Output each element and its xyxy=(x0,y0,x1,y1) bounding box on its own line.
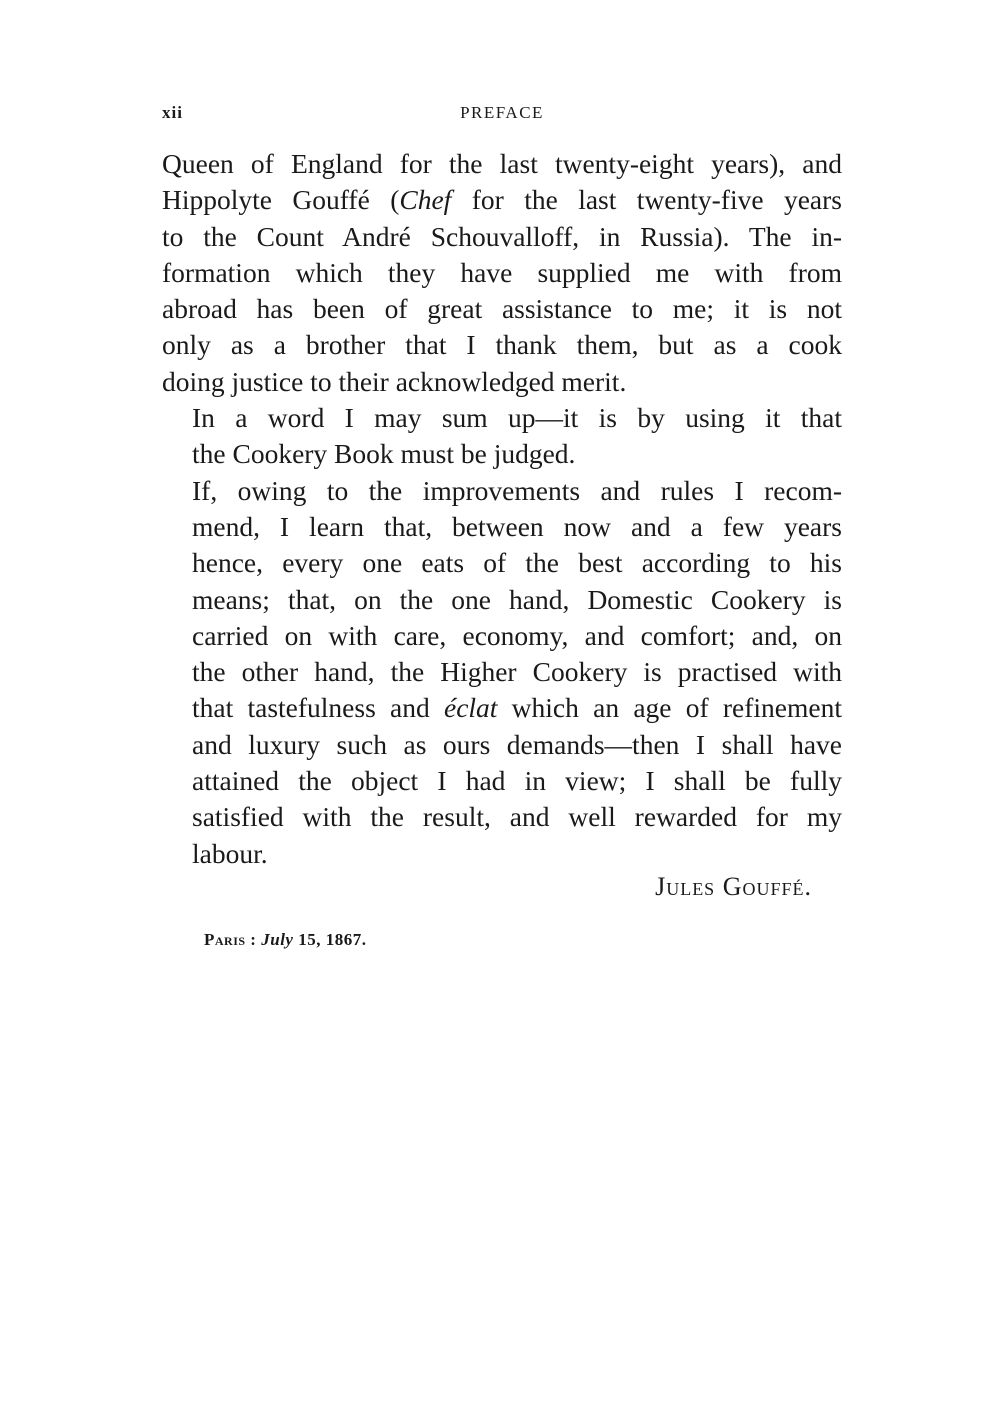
dateline-month: July xyxy=(261,930,294,949)
text-line: only as a brother that I thank them, but as a cook xyxy=(162,329,842,361)
text-line: and luxury such as ours demands—then I shall have xyxy=(192,728,842,760)
text-line: carried on with care, economy, and comfort; and, on xyxy=(192,619,842,651)
text-line: Hippolyte Gouffé (Chef for the last twenty-five years xyxy=(162,184,842,216)
running-header xyxy=(162,103,842,129)
text-line: to the Count André Schouvalloff, in Russia). The in- xyxy=(162,220,842,252)
text-line: Queen of England for the last twenty-eight years), and xyxy=(162,148,842,179)
author-signature: Jules Gouffé. xyxy=(655,872,812,901)
text-line: the Cookery Book must be judged. xyxy=(192,438,576,470)
text-line: hence, every one eats of the best according to his xyxy=(192,547,842,579)
page-number: xii xyxy=(162,103,183,122)
text-line: means; that, on the one hand, Domestic Cookery is xyxy=(192,583,842,615)
running-title: PREFACE xyxy=(460,103,544,122)
paragraph xyxy=(162,400,842,473)
text-line: attained the object I had in view; I shall be fully xyxy=(192,765,842,797)
preface-body xyxy=(162,146,842,872)
text-line: the other hand, the Higher Cookery is practised with xyxy=(192,656,842,688)
text-line: In a word I may sum up—it is by using it that xyxy=(192,402,842,434)
text-line: labour. xyxy=(192,837,268,869)
paragraph xyxy=(162,473,842,872)
text-line: mend, I learn that, between now and a few years xyxy=(192,510,842,542)
text-line: that tastefulness and éclat which an age of refinement xyxy=(192,692,842,724)
text-line: If, owing to the improvements and rules I recom- xyxy=(192,474,842,506)
dateline-place: Paris : xyxy=(204,930,257,949)
paragraph xyxy=(162,146,842,400)
text-line: satisfied with the result, and well rewarded for my xyxy=(192,801,842,833)
dateline-date: 15, 1867. xyxy=(298,930,367,949)
dateline xyxy=(204,930,366,950)
text-line: abroad has been of great assistance to me; it is not xyxy=(162,293,842,325)
text-line: formation which they have supplied me with from xyxy=(162,256,842,288)
text-line: doing justice to their acknowledged merit. xyxy=(162,365,627,397)
